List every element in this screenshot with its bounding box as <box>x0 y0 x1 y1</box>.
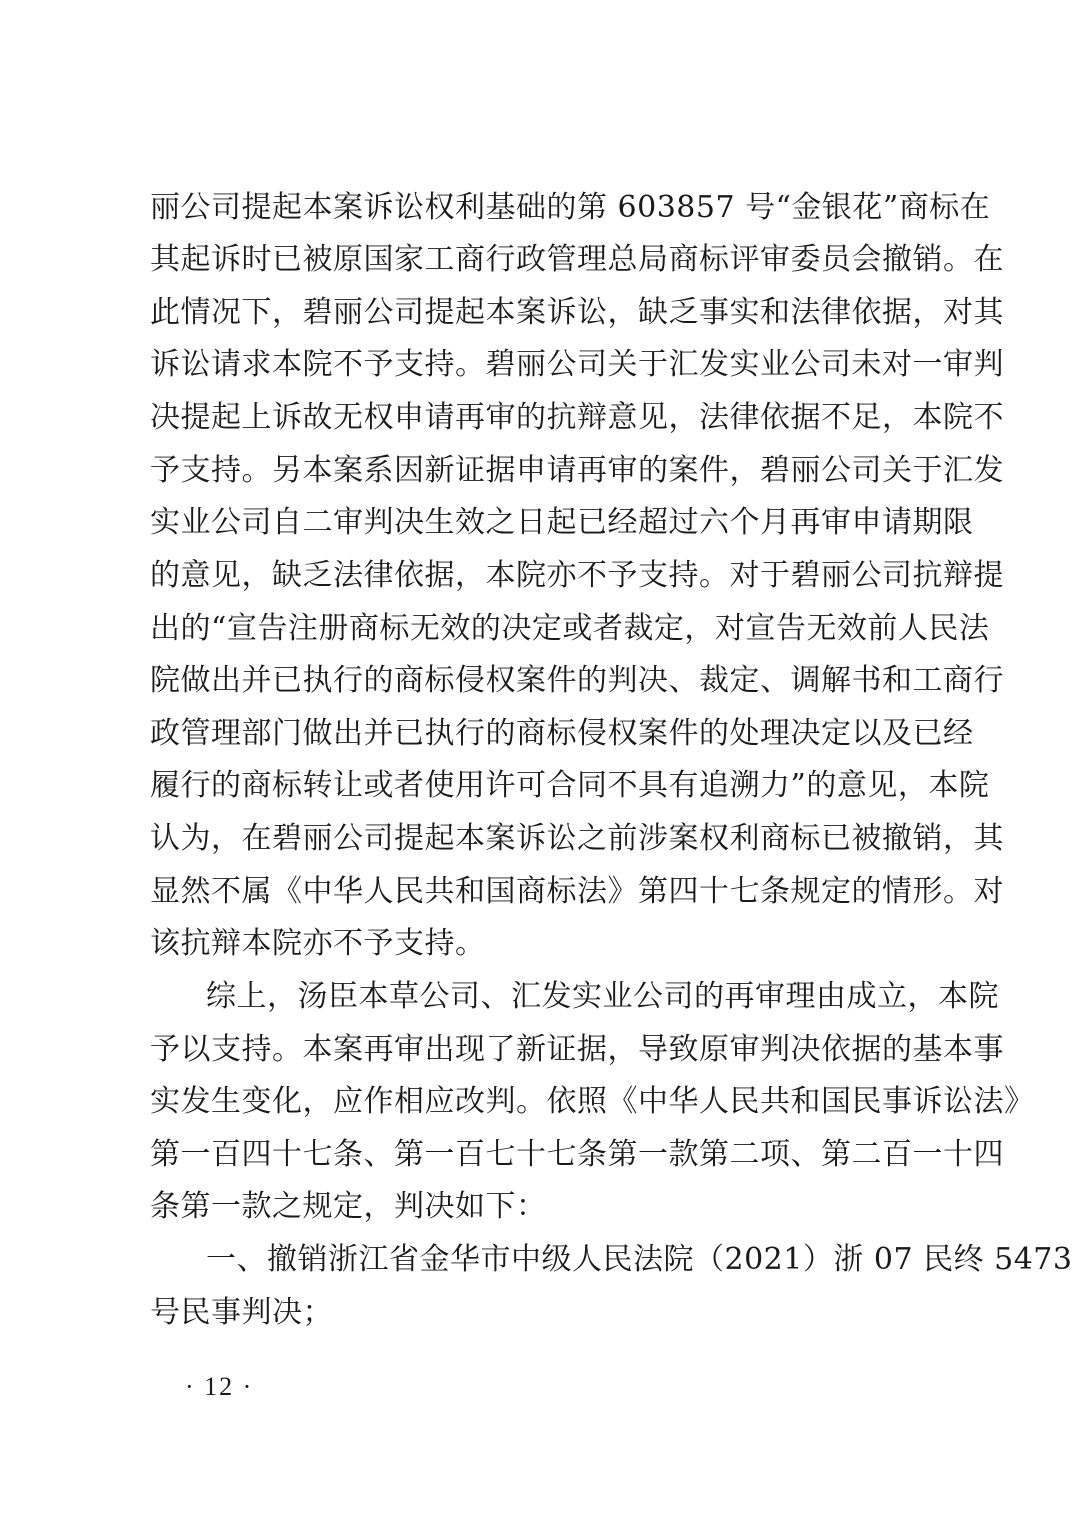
text-line: 第一百四十七条、第一百七十七条第一款第二项、第二百一十四 <box>150 1137 1004 1172</box>
text-line: 予支持。另本案系因新证据申请再审的案件，碧丽公司关于汇发 <box>150 453 1004 488</box>
text-line: 院做出并已执行的商标侵权案件的判决、裁定、调解书和工商行 <box>150 663 1004 698</box>
page-number: · 12 · <box>185 1372 254 1401</box>
text-line: 显然不属《中华人民共和国商标法》第四十七条规定的情形。对 <box>150 874 1004 909</box>
text-line: 丽公司提起本案诉讼权利基础的第 603857 号“金银花”商标在 <box>150 190 991 225</box>
text-line: 予以支持。本案再审出现了新证据，导致原审判决依据的基本事 <box>150 1032 1004 1067</box>
text-line: 认为，在碧丽公司提起本案诉讼之前涉案权利商标已被撤销，其 <box>150 821 1004 856</box>
text-line: 此情况下，碧丽公司提起本案诉讼，缺乏事实和法律依据，对其 <box>150 295 1004 330</box>
text-line: 的意见，缺乏法律依据，本院亦不予支持。对于碧丽公司抗辩提 <box>150 558 1004 593</box>
text-line: 出的“宣告注册商标无效的决定或者裁定，对宣告无效前人民法 <box>150 611 990 646</box>
paragraph-start-line: 一、撤销浙江省金华市中级人民法院（2021）浙 07 民终 5473 <box>206 1242 1073 1277</box>
text-line: 其起诉时已被原国家工商行政管理总局商标评审委员会撤销。在 <box>150 242 1004 277</box>
text-line: 政管理部门做出并已执行的商标侵权案件的处理决定以及已经 <box>150 716 974 751</box>
text-line: 实发生变化，应作相应改判。依照《中华人民共和国民事诉讼法》 <box>150 1084 1035 1119</box>
text-line: 条第一款之规定，判决如下： <box>150 1189 547 1224</box>
text-line: 号民事判决； <box>150 1295 333 1330</box>
paragraph-start-line: 综上，汤臣本草公司、汇发实业公司的再审理由成立，本院 <box>206 979 999 1014</box>
text-line: 履行的商标转让或者使用许可合同不具有追溯力”的意见，本院 <box>150 768 990 803</box>
text-line: 该抗辩本院亦不予支持。 <box>150 926 486 961</box>
text-line: 实业公司自二审判决生效之日起已经超过六个月再审申请期限 <box>150 505 974 540</box>
text-line: 诉讼请求本院不予支持。碧丽公司关于汇发实业公司未对一审判 <box>150 347 1004 382</box>
text-line: 决提起上诉故无权申请再审的抗辩意见，法律依据不足，本院不 <box>150 400 1004 435</box>
